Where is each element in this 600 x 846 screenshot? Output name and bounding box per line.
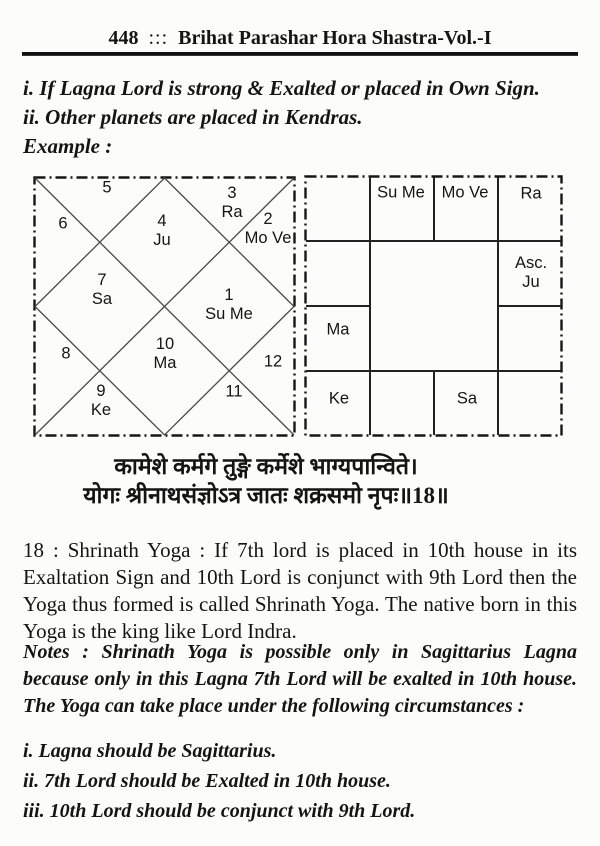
house-8-label: 8 (61, 344, 71, 363)
house-11-label: 11 (225, 382, 243, 401)
north-indian-chart (33, 176, 296, 437)
page-number: 448 (108, 27, 139, 49)
house-4-label: 4 Ju (153, 212, 171, 249)
cell-ke: Ke (328, 389, 350, 408)
house-7-label: 7 Sa (91, 271, 113, 308)
house-6-label: 6 (58, 214, 68, 233)
house-9-label: 9 Ke (90, 382, 112, 419)
intro-block (23, 74, 579, 161)
south-indian-chart (304, 175, 563, 437)
house-12-label: 12 (263, 352, 283, 371)
sanskrit-shloka (0, 452, 532, 510)
cell-su-me: Su Me (377, 183, 425, 202)
house-10-label: 10 Ma (153, 335, 177, 372)
intro-line-1: i. If Lagna Lord is strong & Exalted or placed in Own Sign. (23, 76, 540, 100)
cell-asc-ju: Asc. Ju (514, 254, 548, 291)
yoga-description: 18 : Shrinath Yoga : If 7th lord is placed in 10th house in its Exaltation Sign and 10th Lord is conjunct with 9th Lord then the Yoga thus formed is called Shrinath Yoga. The native born in this Yoga is the king like Lord Indra. (23, 538, 577, 643)
shloka-line-1: कामेशे कर्मगे तुङ्गे कर्मेशे भाग्यपान्विते। (114, 454, 418, 479)
header-separator: ::: (148, 27, 169, 49)
house-1-label: 1 Su Me (205, 286, 253, 323)
intro-line-2: ii. Other planets are placed in Kendras. (23, 105, 363, 129)
cell-mo-ve: Mo Ve (441, 183, 489, 202)
circumstances-list (23, 736, 577, 826)
cell-ra: Ra (520, 184, 542, 203)
shloka-line-2: योगः श्रीनाथसंज्ञोऽत्र जातः शक्रसमो नृपः॥18॥ (83, 483, 449, 508)
cell-ma: Ma (326, 320, 350, 339)
house-5-label: 5 (102, 178, 112, 197)
circumstance-3: iii. 10th Lord should be conjunct with 9th Lord. (23, 800, 416, 822)
running-header (0, 26, 600, 50)
book-title: Brihat Parashar Hora Shastra-Vol.-I (178, 27, 492, 49)
notes-paragraph: Notes : Shrinath Yoga is possible only in Sagittarius Lagna because only in this Lagna 7th Lord will be exalted in 10th house. The Yoga can take place under the following circumstances : (23, 641, 577, 717)
circumstance-2: ii. 7th Lord should be Exalted in 10th house. (23, 770, 391, 792)
house-3-label: 3 Ra (221, 184, 243, 221)
cell-sa: Sa (456, 389, 478, 408)
circumstance-1: i. Lagna should be Sagittarius. (23, 740, 277, 762)
house-2-label: 2 Mo Ve (244, 210, 292, 247)
example-label: Example : (23, 134, 113, 158)
header-rule (22, 52, 578, 56)
